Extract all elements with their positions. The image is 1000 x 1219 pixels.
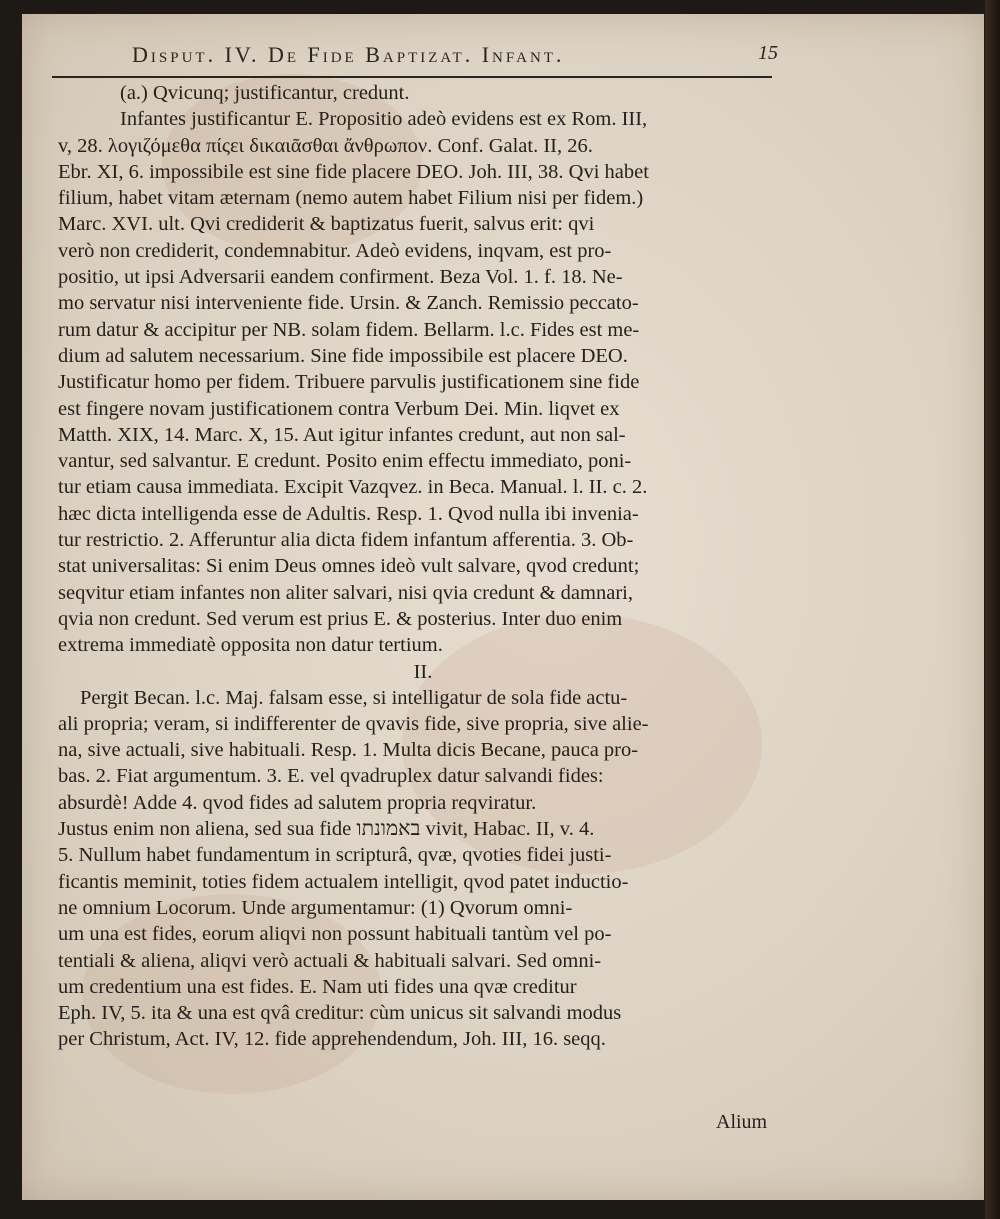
text-line: bas. 2. Fiat argumentum. 3. E. vel qvadruplex datur salvandi fides: bbox=[58, 765, 604, 788]
running-header bbox=[118, 40, 788, 76]
running-title: Disput. IV. De Fide Baptizat. Infant. bbox=[132, 42, 565, 67]
text-line: stat universalitas: Si enim Deus omnes ideò vult salvare, qvod credunt; bbox=[58, 555, 640, 578]
text-line: filium, habet vitam æternam (nemo autem habet Filium nisi per fidem.) bbox=[58, 187, 644, 210]
text-line: Pergit Becan. l.c. Maj. falsam esse, si intelligatur de sola fide actu- bbox=[80, 686, 628, 709]
text-line: (a.) Qvicunq; justificantur, credunt. bbox=[120, 82, 410, 104]
text-line: seqvitur etiam infantes non aliter salvari, nisi qvia credunt & damnari, bbox=[58, 581, 633, 604]
text-line: qvia non credunt. Sed verum est prius E. & posterius. Inter duo enim bbox=[58, 607, 623, 630]
text-line: per Christum, Act. IV, 12. fide apprehendendum, Joh. III, 16. seqq. bbox=[58, 1028, 606, 1051]
book-edge bbox=[985, 0, 1000, 1219]
text-line: absurdè! Adde 4. qvod fides ad salutem propria reqviratur. bbox=[58, 791, 537, 814]
catchword: Alium bbox=[716, 1111, 768, 1133]
text-line: vantur, sed salvantur. E credunt. Posito enim effectu immediato, poni- bbox=[58, 450, 632, 473]
text-line: ficantis meminit, toties fidem actualem intelligit, qvod patet inductio- bbox=[58, 870, 629, 893]
text-line: Matth. XIX, 14. Marc. X, 15. Aut igitur infantes credunt, aut non sal- bbox=[58, 423, 626, 446]
text-line: 5. Nullum habet fundamentum in scripturâ, qvæ, qvoties fidei justi- bbox=[58, 844, 612, 867]
text-line: mo servatur nisi interveniente fide. Ursin. & Zanch. Remissio peccato- bbox=[58, 292, 639, 315]
text-line: tur restrictio. 2. Afferuntur alia dicta fidem infantum afferentia. 3. Ob- bbox=[58, 529, 634, 552]
header-rule bbox=[52, 76, 772, 78]
text-line: v, 28. λογιζόμεθα πίςει δικαιᾶσθαι ἄνθρωπον. Conf. Galat. II, 26. bbox=[58, 134, 593, 157]
text-line: tur etiam causa immediata. Excipit Vazqvez. in Beca. Manual. l. II. c. 2. bbox=[58, 476, 648, 499]
text-line: hæc dicta intelligenda esse de Adultis. Resp. 1. Qvod nulla ibi invenia- bbox=[58, 502, 639, 525]
text-line: rum datur & accipitur per NB. solam fidem. Bellarm. l.c. Fides est me- bbox=[58, 318, 640, 341]
text-line: positio, ut ipsi Adversarii eandem confirment. Beza Vol. 1. f. 18. Ne- bbox=[58, 266, 623, 289]
text-line: Infantes justificantur E. Propositio adeò evidens est ex Rom. III, bbox=[120, 108, 648, 131]
text-line: ali propria; veram, si indifferenter de qvavis fide, sive propria, sive alie- bbox=[58, 712, 649, 735]
text-line: Marc. XVI. ult. Qvi crediderit & baptizatus fuerit, salvus erit: qvi bbox=[58, 213, 595, 236]
text-line: um una est fides, eorum aliqvi non possunt habituali tantùm vel po- bbox=[58, 923, 612, 946]
text-line: dium ad salutem necessarium. Sine fide impossibile est placere DEO. bbox=[58, 344, 628, 367]
text-line: um credentium una est fides. E. Nam uti fides una qvæ creditur bbox=[58, 975, 577, 998]
section-one bbox=[58, 80, 788, 659]
text-line: Justificatur homo per fidem. Tribuere parvulis justificationem sine fide bbox=[58, 371, 640, 394]
page-number: 15 bbox=[758, 42, 778, 64]
text-line: ne omnium Locorum. Unde argumentamur: (1) Qvorum omni- bbox=[58, 896, 573, 919]
text-line: verò non crediderit, condemnabitur. Adeò evidens, inqvam, est pro- bbox=[58, 239, 612, 262]
text-line: Ebr. XI, 6. impossibile est sine fide placere DEO. Joh. III, 38. Qvi habet bbox=[58, 160, 649, 183]
text-line: tentiali & aliena, aliqvi verò actuali & habituali salvari. Sed omni- bbox=[58, 949, 602, 972]
text-line: Justus enim non aliena, sed sua fide באמונתו vivit, Habac. II, v. 4. bbox=[58, 818, 595, 841]
text-line: Eph. IV, 5. ita & una est qvâ creditur: cùm unicus sit salvandi modus bbox=[58, 1002, 622, 1025]
body-text bbox=[58, 80, 788, 1053]
text-line: extrema immediatè opposita non datur tertium. bbox=[58, 634, 443, 657]
section-numeral: II. bbox=[413, 660, 433, 683]
text-line: est fingere novam justificationem contra Verbum Dei. Min. liqvet ex bbox=[58, 397, 620, 420]
text-line: na, sive actuali, sive habituali. Resp. 1. Multa dicis Becane, pauca pro- bbox=[58, 739, 639, 762]
section-two bbox=[58, 685, 788, 1053]
